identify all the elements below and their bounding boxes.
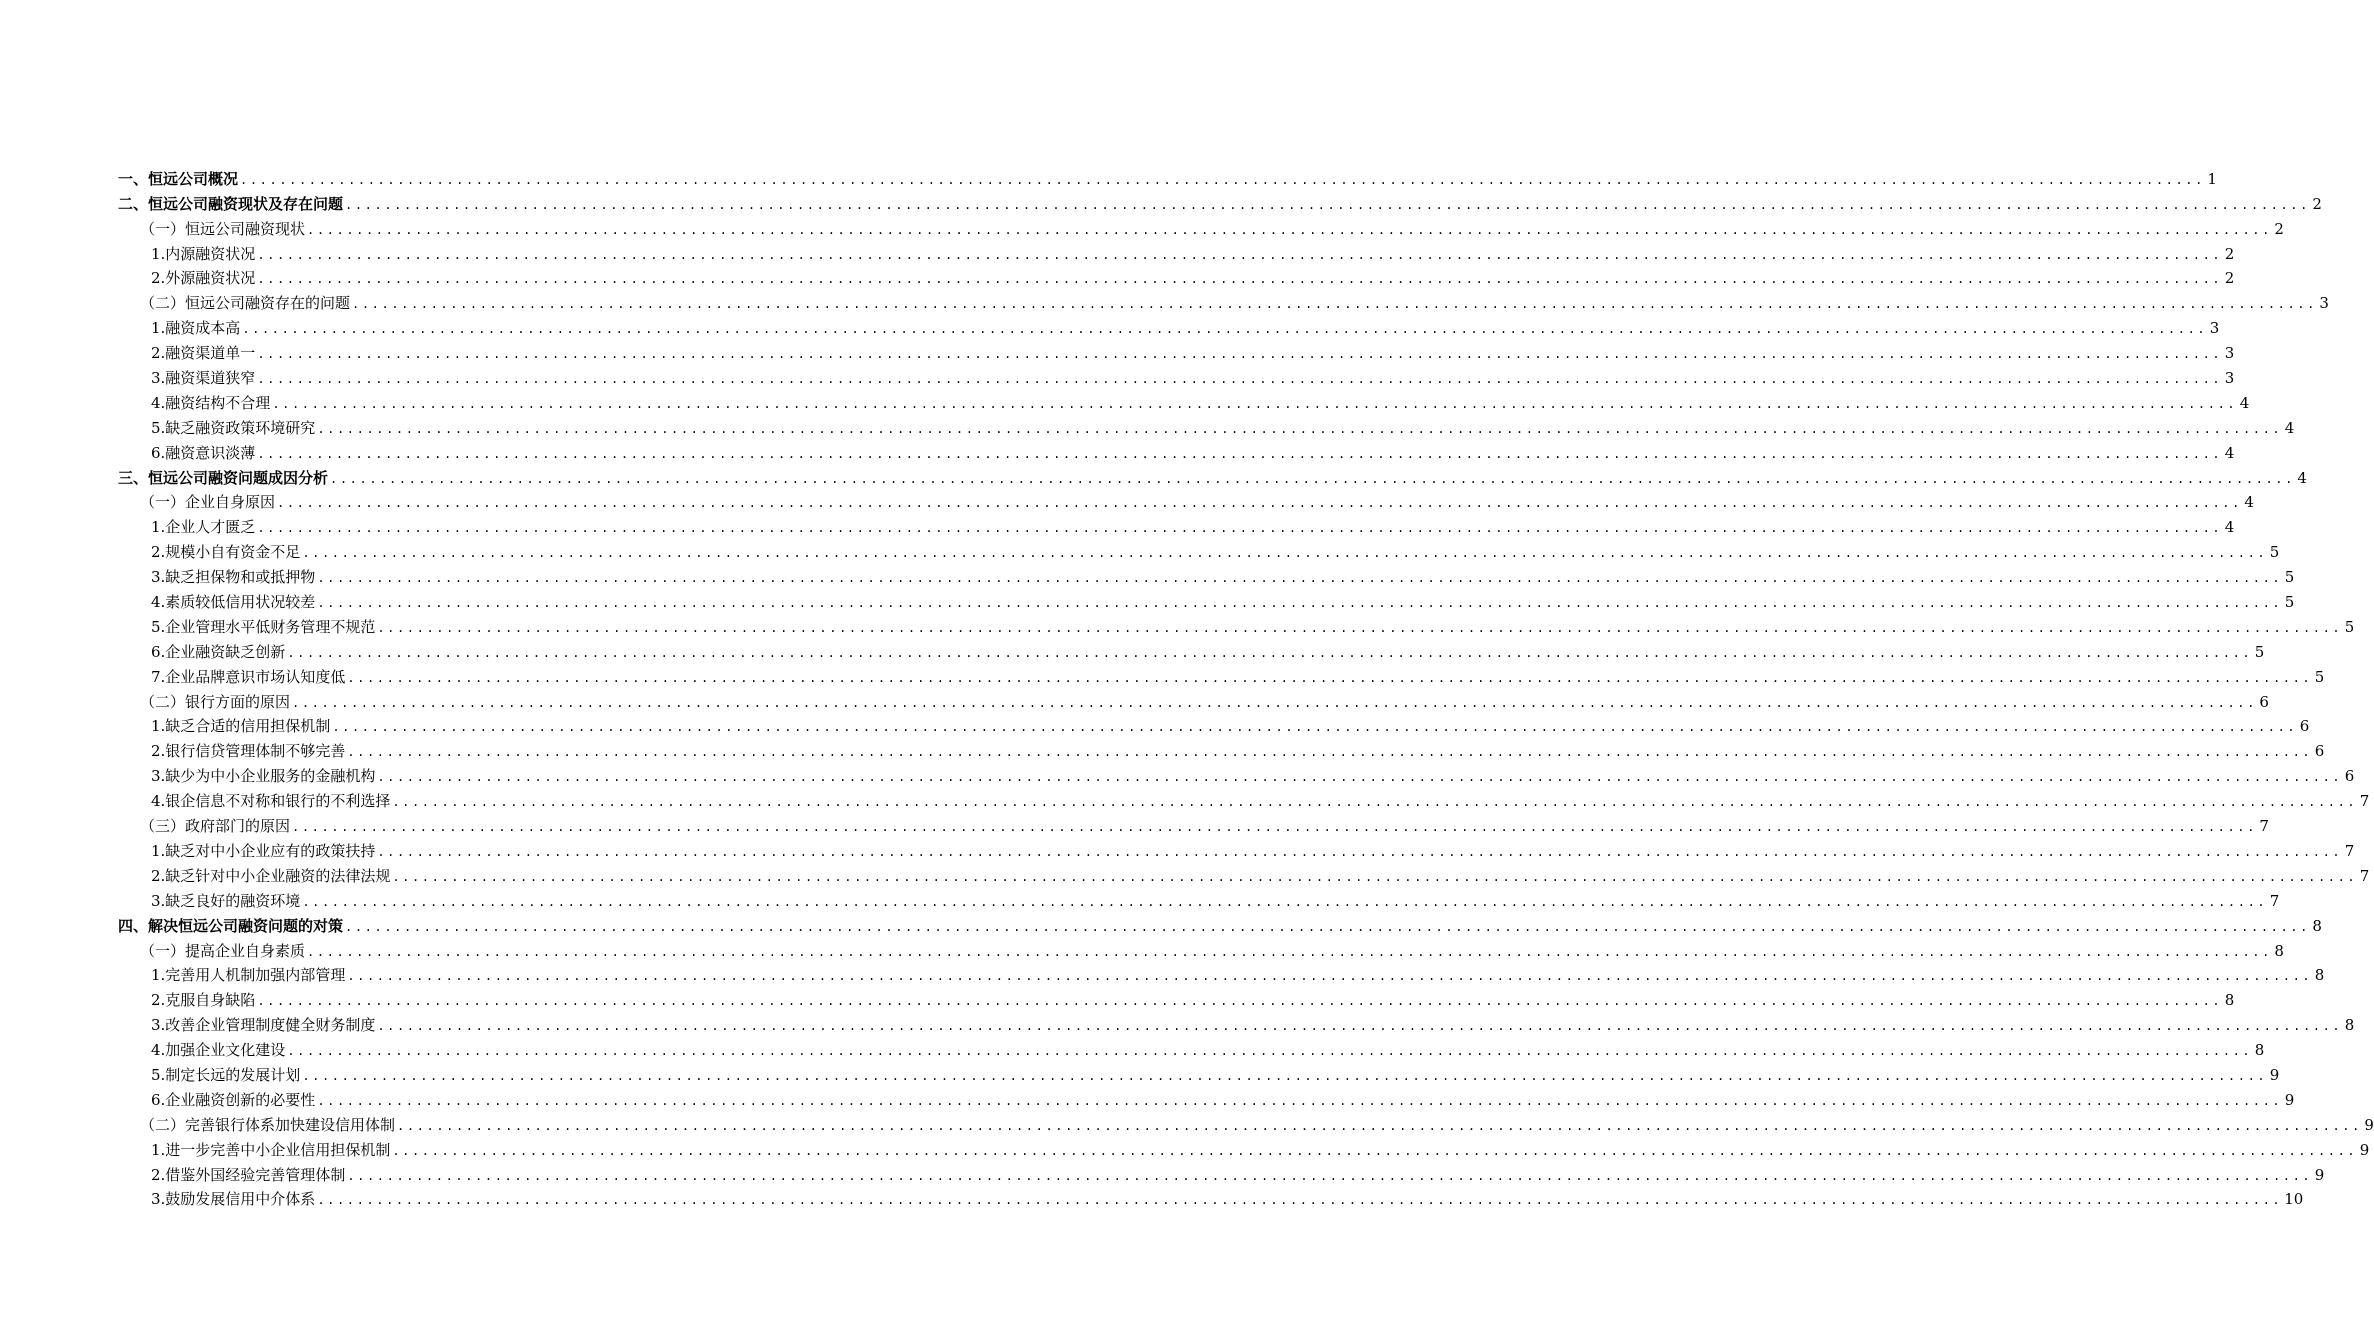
toc-entry-page-number: 4 [2284, 418, 2295, 437]
toc-dot-leader: ........................................................................................................................................................................................................ [277, 496, 2242, 511]
toc-entry-page-number: 5 [2284, 568, 2295, 587]
toc-entry[interactable] [0, 238, 2235, 263]
toc-dot-leader: ........................................................................................................................................................................................................ [272, 396, 2238, 411]
toc-entry-title: 3.改善企业管理制度健全财务制度 [151, 1016, 376, 1035]
toc-entry[interactable] [0, 312, 2220, 338]
toc-entry[interactable] [0, 1059, 2280, 1084]
toc-entry[interactable] [0, 412, 2295, 437]
toc-entry-page-number: 7 [2259, 817, 2269, 836]
toc-entry-page-number: 3 [2319, 294, 2329, 313]
toc-entry[interactable] [0, 263, 2235, 288]
toc-entry-page-number: 7 [2359, 866, 2370, 885]
toc-dot-leader: ........................................................................................................................................................................................................ [317, 1093, 2283, 1108]
toc-dot-leader: ........................................................................................................................................................................................................ [377, 770, 2343, 785]
toc-entry-page-number: 1 [2207, 169, 2217, 188]
toc-entry[interactable] [0, 188, 2322, 213]
toc-entry-title: （二）银行方面的原因 [140, 692, 291, 711]
toc-dot-leader: ........................................................................................................................................................................................................ [392, 795, 2358, 810]
toc-entry[interactable] [0, 487, 2254, 512]
toc-dot-leader: ........................................................................................................................................................................................................ [287, 1044, 2253, 1059]
toc-entry[interactable] [0, 686, 2269, 711]
toc-dot-leader: ........................................................................................................................................................................................................ [302, 894, 2268, 909]
toc-entry-page-number: 2 [2274, 219, 2284, 238]
toc-entry-title: 2.规模小自有资金不足 [151, 543, 301, 562]
toc-entry-title: 1.完善用人机制加强内部管理 [151, 966, 346, 985]
toc-dot-leader: ........................................................................................................................................................................................................ [347, 1168, 2313, 1183]
toc-entry-title: 4.加强企业文化建设 [151, 1041, 286, 1060]
toc-entry-title: （二）完善银行体系加快建设信用体制 [140, 1115, 396, 1134]
table-of-contents [0, 163, 2374, 1209]
toc-entry-page-number: 8 [2344, 1016, 2355, 1035]
toc-entry-title: （一）恒远公司融资现状 [140, 219, 306, 238]
toc-entry-title: （一）企业自身原因 [140, 493, 276, 512]
toc-entry-page-number: 8 [2314, 966, 2325, 985]
toc-dot-leader: ........................................................................................................................................................................................................ [307, 222, 2272, 237]
toc-dot-leader: ........................................................................................................................................................................................................ [292, 695, 2257, 710]
toc-entry[interactable] [0, 785, 2370, 811]
toc-entry[interactable] [0, 511, 2235, 537]
toc-dot-leader: ........................................................................................................................................................................................................ [345, 197, 2310, 212]
toc-entry[interactable] [0, 586, 2295, 612]
toc-entry[interactable] [0, 960, 2325, 985]
toc-entry-page-number: 9 [2269, 1065, 2280, 1084]
toc-entry-page-number: 8 [2274, 941, 2284, 960]
toc-entry-page-number: 9 [2314, 1165, 2325, 1184]
toc-entry[interactable] [0, 935, 2284, 960]
toc-dot-leader: ........................................................................................................................................................................................................ [317, 596, 2283, 611]
toc-entry[interactable] [0, 810, 2269, 836]
toc-entry-page-number: 6 [2259, 692, 2269, 711]
toc-entry-page-number: 6 [2314, 742, 2325, 761]
toc-dot-leader: ........................................................................................................................................................................................................ [397, 1118, 2362, 1133]
toc-entry-title: 1.融资成本高 [151, 319, 241, 338]
toc-entry[interactable] [0, 1159, 2325, 1184]
toc-entry[interactable] [0, 536, 2280, 562]
toc-dot-leader: ........................................................................................................................................................................................................ [347, 745, 2313, 760]
toc-entry-page-number: 3 [2209, 319, 2220, 338]
toc-entry-title: 3.融资渠道狭窄 [151, 369, 256, 388]
toc-entry[interactable] [0, 362, 2235, 388]
toc-dot-leader: ........................................................................................................................................................................................................ [242, 322, 2208, 337]
toc-entry-page-number: 4 [2239, 393, 2250, 412]
toc-entry[interactable] [0, 387, 2250, 412]
toc-entry-page-number: 2 [2224, 269, 2235, 288]
toc-entry-title: 一、恒远公司概况 [118, 169, 239, 188]
toc-entry-page-number: 10 [2284, 1190, 2304, 1209]
toc-entry-page-number: 2 [2224, 244, 2235, 263]
toc-dot-leader: ........................................................................................................................................................................................................ [292, 820, 2257, 835]
toc-dot-leader: ........................................................................................................................................................................................................ [377, 844, 2343, 859]
toc-entry[interactable] [0, 1034, 2265, 1060]
toc-entry-title: 四、解决恒远公司融资问题的对策 [118, 916, 344, 935]
toc-entry[interactable] [0, 163, 2217, 188]
toc-entry-page-number: 9 [2364, 1115, 2374, 1134]
toc-dot-leader: ........................................................................................................................................................................................................ [240, 172, 2205, 187]
toc-entry-title: 2.借鉴外国经验完善管理体制 [151, 1165, 346, 1184]
toc-entry-title: 三、恒远公司融资问题成因分析 [118, 468, 329, 487]
toc-dot-leader: ........................................................................................................................................................................................................ [347, 670, 2313, 685]
toc-entry-page-number: 5 [2284, 593, 2295, 612]
toc-entry-title: 1.缺乏对中小企业应有的政策扶持 [151, 841, 376, 860]
toc-entry[interactable] [0, 611, 2355, 636]
toc-entry-page-number: 6 [2344, 767, 2355, 786]
toc-dot-leader: ........................................................................................................................................................................................................ [392, 869, 2358, 884]
toc-entry-page-number: 8 [2312, 916, 2322, 935]
toc-entry-page-number: 7 [2269, 891, 2280, 910]
toc-entry-page-number: 4 [2297, 468, 2307, 487]
toc-entry-page-number: 3 [2224, 369, 2235, 388]
toc-entry[interactable] [0, 1134, 2370, 1159]
toc-dot-leader: ........................................................................................................................................................................................................ [352, 297, 2317, 312]
toc-entry-title: 6.融资意识淡薄 [151, 443, 256, 462]
toc-entry-page-number: 5 [2314, 667, 2325, 686]
toc-entry[interactable] [0, 1084, 2295, 1109]
toc-entry-page-number: 9 [2284, 1090, 2295, 1109]
toc-entry-title: 6.企业融资缺乏创新 [151, 642, 286, 661]
toc-dot-leader: ........................................................................................................................................................................................................ [302, 546, 2268, 561]
toc-entry-title: 2.银行信贷管理体制不够完善 [151, 742, 346, 761]
toc-dot-leader: ........................................................................................................................................................................................................ [257, 521, 2223, 536]
toc-entry-title: 3.缺少为中小企业服务的金融机构 [151, 767, 376, 786]
toc-entry-title: 1.内源融资状况 [151, 244, 256, 263]
toc-entry[interactable] [0, 885, 2280, 910]
toc-entry-title: （三）政府部门的原因 [140, 817, 291, 836]
toc-dot-leader: ........................................................................................................................................................................................................ [287, 645, 2253, 660]
toc-entry-title: （一）提高企业自身素质 [140, 941, 306, 960]
toc-dot-leader: ........................................................................................................................................................................................................ [332, 720, 2298, 735]
toc-entry-title: 5.企业管理水平低财务管理不规范 [151, 617, 376, 636]
toc-dot-leader: ........................................................................................................................................................................................................ [347, 969, 2313, 984]
toc-entry[interactable] [0, 1109, 2374, 1134]
toc-entry-title: 1.缺乏合适的信用担保机制 [151, 717, 331, 736]
toc-entry-title: 2.克服自身缺陷 [151, 991, 256, 1010]
toc-dot-leader: ........................................................................................................................................................................................................ [302, 1068, 2268, 1083]
toc-dot-leader: ........................................................................................................................................................................................................ [377, 620, 2343, 635]
toc-entry-page-number: 7 [2344, 841, 2355, 860]
toc-entry-title: 4.融资结构不合理 [151, 393, 271, 412]
toc-entry-title: 3.鼓励发展信用中介体系 [151, 1190, 316, 1209]
toc-entry-page-number: 8 [2254, 1041, 2265, 1060]
toc-entry-page-number: 5 [2269, 543, 2280, 562]
toc-entry[interactable] [0, 462, 2307, 487]
toc-entry-page-number: 4 [2224, 518, 2235, 537]
toc-entry-page-number: 9 [2359, 1140, 2370, 1159]
toc-entry-title: 二、恒远公司融资现状及存在问题 [118, 194, 344, 213]
toc-entry[interactable] [0, 1184, 2304, 1209]
toc-entry[interactable] [0, 287, 2329, 313]
toc-entry[interactable] [0, 910, 2322, 935]
toc-dot-leader: ........................................................................................................................................................................................................ [307, 944, 2272, 959]
toc-entry-page-number: 4 [2244, 493, 2254, 512]
toc-entry-title: 7.企业品牌意识市场认知度低 [151, 667, 346, 686]
toc-entry-title: （二）恒远公司融资存在的问题 [140, 294, 351, 313]
toc-entry-page-number: 6 [2299, 717, 2310, 736]
toc-entry-title: 1.企业人才匮乏 [151, 518, 256, 537]
toc-entry-title: 4.银企信息不对称和银行的不利选择 [151, 792, 391, 811]
toc-entry-title: 2.融资渠道单一 [151, 344, 256, 363]
toc-entry-page-number: 5 [2254, 642, 2265, 661]
toc-entry[interactable] [0, 860, 2370, 885]
toc-dot-leader: ........................................................................................................................................................................................................ [317, 1193, 2283, 1208]
toc-dot-leader: ........................................................................................................................................................................................................ [257, 347, 2223, 362]
toc-entry[interactable] [0, 711, 2310, 736]
toc-entry-page-number: 5 [2344, 617, 2355, 636]
toc-entry-title: 5.制定长远的发展计划 [151, 1065, 301, 1084]
toc-entry[interactable] [0, 437, 2235, 462]
toc-entry[interactable] [0, 735, 2325, 761]
toc-entry-title: 3.缺乏良好的融资环境 [151, 891, 301, 910]
toc-entry-title: 3.缺乏担保物和或抵押物 [151, 568, 316, 587]
toc-entry[interactable] [0, 835, 2355, 860]
toc-entry-title: 5.缺乏融资政策环境研究 [151, 418, 316, 437]
toc-entry[interactable] [0, 337, 2235, 363]
toc-dot-leader: ........................................................................................................................................................................................................ [392, 1143, 2358, 1158]
toc-dot-leader: ........................................................................................................................................................................................................ [330, 471, 2295, 486]
toc-entry-title: 6.企业融资创新的必要性 [151, 1090, 316, 1109]
toc-dot-leader: ........................................................................................................................................................................................................ [377, 1019, 2343, 1034]
toc-dot-leader: ........................................................................................................................................................................................................ [257, 994, 2223, 1009]
toc-dot-leader: ........................................................................................................................................................................................................ [257, 446, 2223, 461]
toc-entry-page-number: 3 [2224, 344, 2235, 363]
toc-dot-leader: ........................................................................................................................................................................................................ [345, 919, 2310, 934]
toc-entry[interactable] [0, 661, 2325, 686]
toc-entry[interactable] [0, 1009, 2355, 1035]
toc-entry[interactable] [0, 561, 2295, 587]
toc-entry[interactable] [0, 984, 2235, 1010]
toc-entry-title: 1.进一步完善中小企业信用担保机制 [151, 1140, 391, 1159]
toc-entry-page-number: 4 [2224, 443, 2235, 462]
toc-dot-leader: ........................................................................................................................................................................................................ [317, 571, 2283, 586]
toc-entry-title: 2.外源融资状况 [151, 269, 256, 288]
toc-entry-page-number: 2 [2312, 194, 2322, 213]
toc-entry-page-number: 8 [2224, 991, 2235, 1010]
toc-entry-page-number: 7 [2359, 792, 2370, 811]
toc-dot-leader: ........................................................................................................................................................................................................ [257, 272, 2223, 287]
toc-entry[interactable] [0, 213, 2284, 238]
toc-entry-title: 2.缺乏针对中小企业融资的法律法规 [151, 866, 391, 885]
toc-dot-leader: ........................................................................................................................................................................................................ [257, 247, 2223, 262]
toc-entry[interactable] [0, 636, 2265, 661]
toc-entry-title: 4.素质较低信用状况较差 [151, 593, 316, 612]
toc-dot-leader: ........................................................................................................................................................................................................ [257, 372, 2223, 387]
toc-dot-leader: ........................................................................................................................................................................................................ [317, 421, 2283, 436]
toc-entry[interactable] [0, 760, 2355, 786]
